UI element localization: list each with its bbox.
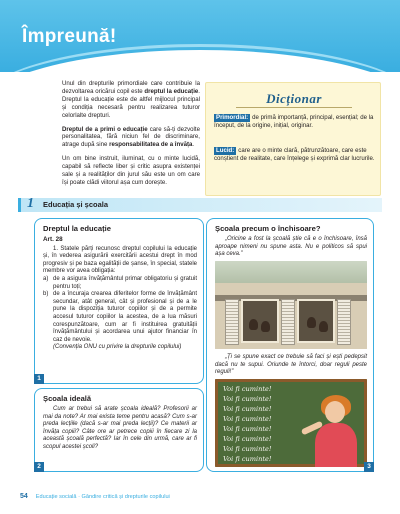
box-number: 3 [364, 462, 374, 472]
page-number: 54 [20, 493, 28, 500]
box-body: Cum ar trebui să arate școala ideală? Profesorii ar mai da note? Ar mai exista teme pentru acasă? Cum s-ar preda lecțiile (dacă s-ar mai preda lecții)? Ce materii ar învăța copiii? Câte ore ar petrece copiii în fiecare zi la această școală perfectă? Iar în cele din urmă, care ar fi scopul acestei școli? [43, 406, 197, 450]
dictionary-entry-primordial [214, 114, 378, 130]
illustration-chalkboard-teacher [215, 379, 367, 467]
box-number: 1 [34, 374, 44, 384]
article-label: Art. 28 [43, 236, 63, 243]
board-line: Voi fi cuminte! [223, 455, 272, 463]
box-body [43, 236, 197, 352]
intro-paragraph-1: Unul din drepturile primordiale care contribuie la dezvoltarea oricărui copil este dreptul la educație. Dreptul la educație este de altfel mijlocul principal și condiția necesară pentru realizarea tuturor celorlalte drepturi. [62, 80, 200, 119]
board-line: Voi fi cuminte! [223, 395, 272, 403]
intro-paragraph-3: Un om bine instruit, iluminat, cu o minte lucidă, capabil să reflecte liber și critic asupra existenței sale și a realităților din jurul său este un om care își poate clădi viitorul așa cum dorește. [62, 155, 200, 186]
photo-children-behind-window [215, 261, 367, 349]
box-title: Școala ideală [43, 394, 92, 403]
page-title: Împreună! [22, 26, 117, 47]
dictionary-title: Dicționar [266, 91, 322, 106]
section-title: Educația și școala [43, 200, 109, 209]
board-line: Voi fi cuminte! [223, 425, 272, 433]
box-title: Dreptul la educație [43, 224, 111, 233]
article-item-a: a) de a asigura învățământul primar obligatoriu și gratuit pentru toți; [43, 275, 197, 290]
intro-text [62, 80, 200, 193]
dictionary-definition: de primă importanță, principal, esențial; de la început, de la origine, inițial, originar. [214, 114, 374, 129]
box-ideal-school [34, 388, 204, 472]
board-line: Voi fi cuminte! [223, 415, 272, 423]
intro-paragraph-2: Dreptul de a primi o educație care să-ți dezvolte personalitatea, fără niciun fel de discriminare, atrage după sine responsabilitatea de a învăța. [62, 125, 200, 149]
board-line: Voi fi cuminte! [223, 445, 272, 453]
box-number: 2 [34, 462, 44, 472]
board-line: Voi fi cuminte! [223, 435, 272, 443]
article-source: (Convenția ONU cu privire la drepturile copilului) [53, 344, 182, 351]
box-right-to-education [34, 218, 204, 384]
dictionary-entry-lucid [214, 147, 378, 163]
quote-2: „Ți se spune exact ce trebuie să faci și ești pedepsit dacă nu te supui. Oriunde te întorci, doar reguli peste reguli!” [215, 354, 367, 376]
article-paragraph: 1. Statele părți recunosc dreptul copilului la educație și, în vederea asigurării exercitării acestui drept în mod progresiv și pe baza egalității de șanse, în special, statele membre vor avea obligația: [43, 245, 197, 275]
page-header [0, 0, 400, 72]
section-header [18, 198, 382, 212]
footer-text: Educație socială · Gândire critică și drepturile copilului [35, 494, 170, 500]
section-number: 1 [27, 196, 34, 211]
page-footer [20, 493, 170, 500]
quote-1: „Oricine a fost la școală știe că e o închisoare, însă aproape nimeni nu spune asta. Nu e politicos să spui așa ceva.” [215, 236, 367, 258]
dictionary-rule [236, 107, 352, 108]
box-title: Școala precum o închisoare? [215, 224, 321, 233]
dictionary-definition: care are o minte clară, pătrunzătoare, care este conștient de realitate, care înțelege și exprimă clar lucrurile. [214, 147, 375, 162]
board-line: Voi fi cuminte! [223, 385, 272, 393]
dictionary-term: Lucid: [216, 147, 235, 154]
dictionary-box [205, 82, 381, 196]
article-item-b: b) de a încuraja crearea diferitelor forme de învățământ secundar, atât general, cât și profesional și de a le pune la dispoziția tuturor copiilor și de a permite accesul tuturor copiilor la acestea, de a lua măsuri corespunzătoare, cum ar fi instituirea gratuității învățământului și acordarea unui ajutor financiar în caz de nevoie. [43, 291, 197, 343]
dictionary-term: Primordial: [216, 114, 249, 121]
board-line: Voi fi cuminte! [223, 405, 272, 413]
box-school-as-prison [206, 218, 374, 472]
